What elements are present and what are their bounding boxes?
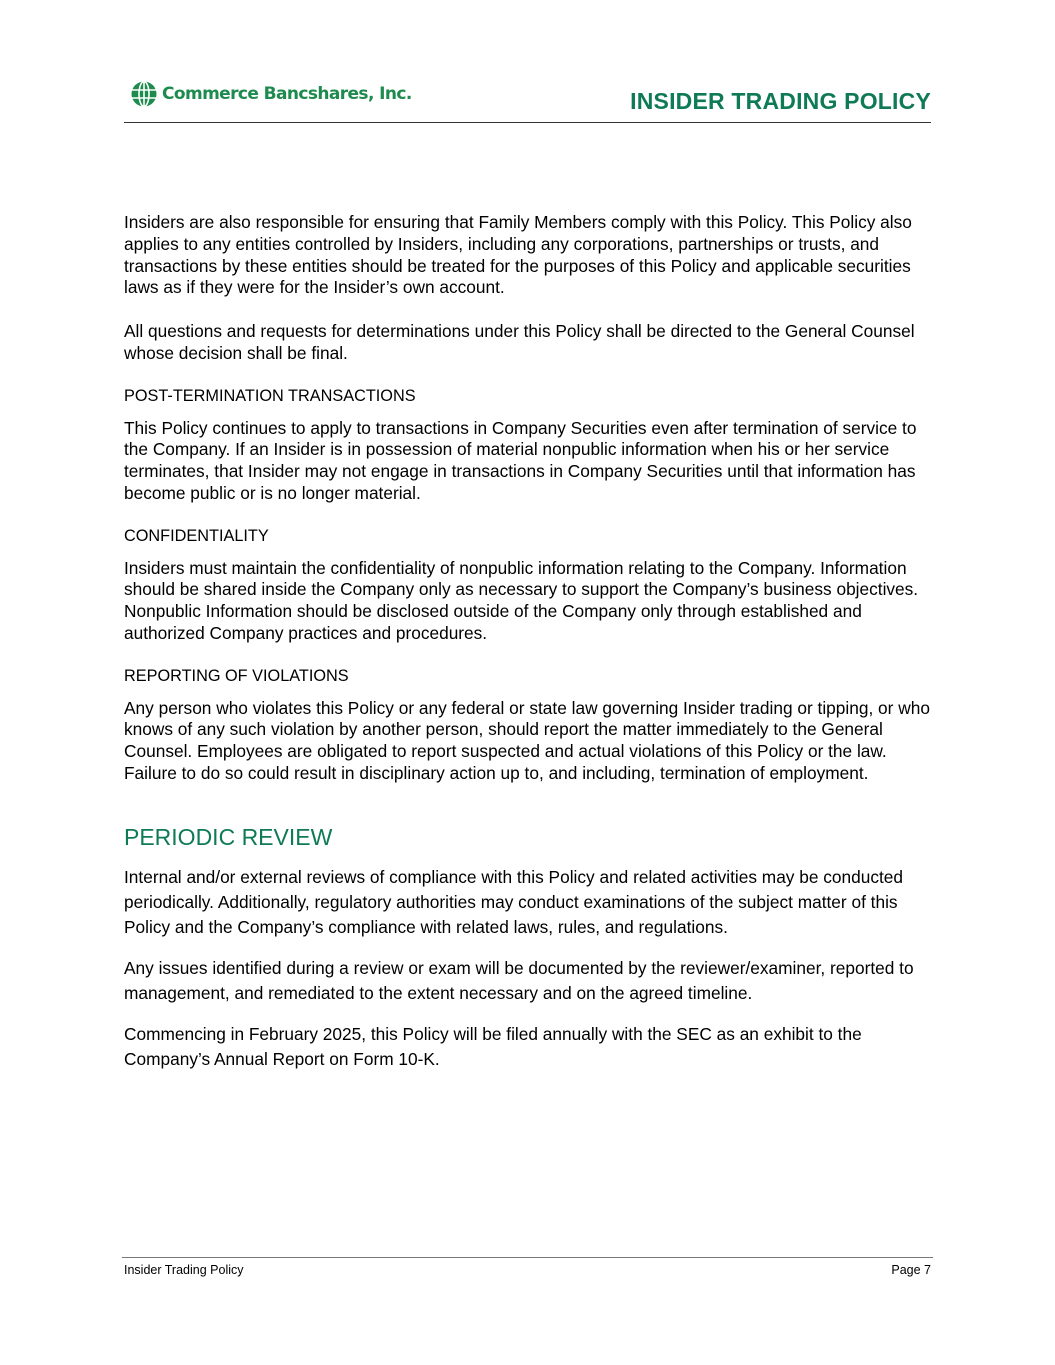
- section-title-periodic-review: PERIODIC REVIEW: [124, 823, 333, 850]
- paragraph-questions: All questions and requests for determinations under this Policy shall be directed to the General Counsel whose decision shall be final.: [124, 321, 915, 363]
- document-title: INSIDER TRADING POLICY: [630, 88, 931, 114]
- paragraph-review-3: Commencing in February 2025, this Policy will be filed annually with the SEC as an exhibit to the Company’s Annual Report on Form 10-K.: [124, 1023, 862, 1069]
- page-footer: [122, 1257, 933, 1277]
- company-name: Commerce Bancshares, Inc.: [162, 84, 412, 104]
- subheading-reporting-violations: REPORTING OF VIOLATIONS: [124, 666, 349, 685]
- paragraph-post-termination: This Policy continues to apply to transactions in Company Securities even after termination of service to the Company. If an Insider is in possession of material nonpublic information when his or her service terminates, that Insider may not engage in transactions in Company Securities until that information has become public or is no longer material.: [124, 417, 917, 503]
- paragraph-reporting-violations: Any person who violates this Policy or any federal or state law governing Insider trading or tipping, or who knows of any such violation by another person, should report the matter immediately to the General Counsel. Employees are obligated to report suspected and actual violations of this Policy or the law. Failure to do so could result in disciplinary action up to, and including, termination of employment.: [124, 697, 930, 783]
- paragraph-review-2: Any issues identified during a review or exam will be documented by the reviewer/examiner, reported to management, and remediated to the extent necessary and on the agreed timeline.: [124, 957, 914, 1003]
- page-header: [124, 76, 931, 123]
- globe-icon: [130, 80, 158, 108]
- footer-document-name: Insider Trading Policy: [124, 1263, 244, 1277]
- page-content: [124, 212, 936, 1088]
- paragraph-review-1: Internal and/or external reviews of compliance with this Policy and related activities may be conducted periodically. Additionally, regulatory authorities may conduct examinations of the subject matter of this Policy and the Company’s compliance with related laws, rules, and regulations.: [124, 866, 904, 937]
- paragraph-confidentiality: Insiders must maintain the confidentiality of nonpublic information relating to the Company. Information should be shared inside the Company only as necessary to support the Company’s business objectives. Nonpublic Information should be disclosed outside of the Company only through established and authorized Company practices and procedures.: [124, 557, 919, 643]
- subheading-post-termination: POST-TERMINATION TRANSACTIONS: [124, 386, 416, 405]
- company-logo: [130, 80, 412, 108]
- subheading-confidentiality: CONFIDENTIALITY: [124, 526, 269, 545]
- footer-page-number: Page 7: [891, 1263, 931, 1277]
- paragraph-family-members: Insiders are also responsible for ensuring that Family Members comply with this Policy. This Policy also applies to any entities controlled by Insiders, including any corporations, partnerships or trusts, and transactions by these entities should be treated for the purposes of this Policy and applicable securities laws as if they were for the Insider’s own account.: [124, 212, 912, 298]
